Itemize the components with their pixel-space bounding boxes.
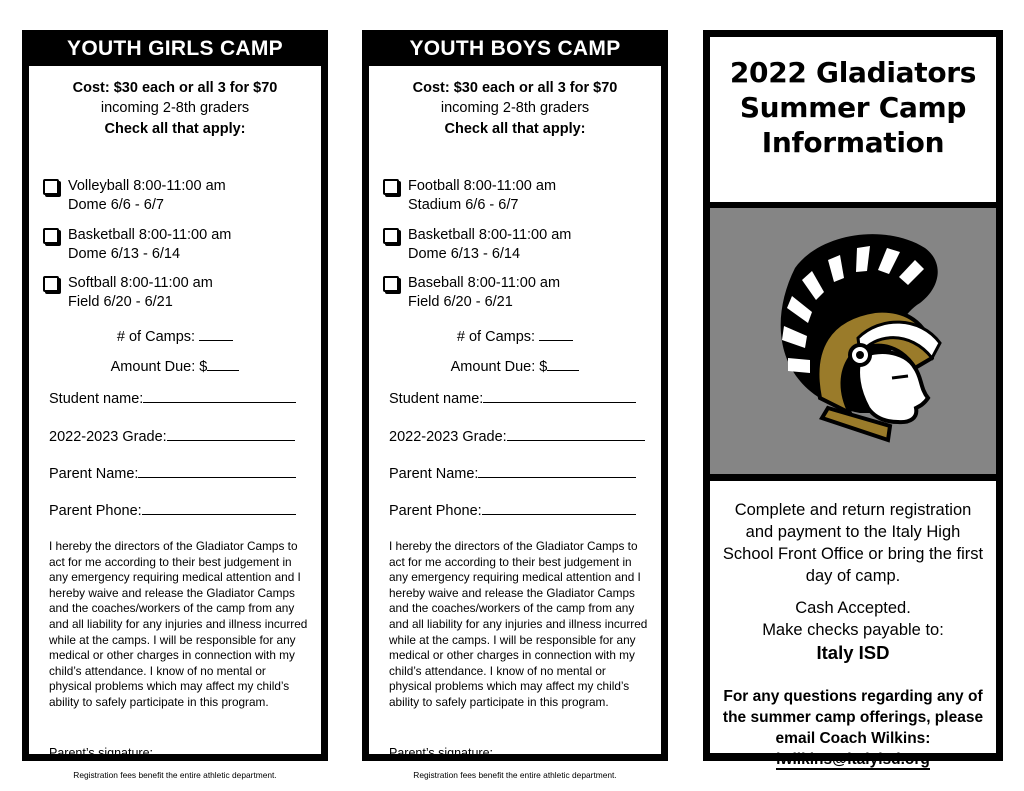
title-line: 2022 Gladiators <box>729 56 977 89</box>
student-name-field[interactable] <box>389 388 636 407</box>
amount-due-label: Amount Due: $ <box>450 359 548 375</box>
girls-form <box>29 66 321 780</box>
camp-option-basketball[interactable] <box>408 226 571 264</box>
option-line1: Baseball 8:00-11:00 am <box>408 275 561 291</box>
num-camps-label: # of Camps: <box>116 329 196 345</box>
check-text: Check all that apply: <box>444 121 586 137</box>
questions-text: For any questions regarding any of the summer camp offerings, please email Coach Wilkins: <box>722 688 984 747</box>
option-line1: Basketball 8:00-11:00 am <box>408 227 572 243</box>
cash-accepted: Cash Accepted. <box>795 599 911 617</box>
num-camps-blank[interactable] <box>539 326 573 341</box>
info-text-box <box>710 481 996 768</box>
parent-name-field[interactable] <box>49 463 296 482</box>
camp-option-basketball[interactable] <box>68 226 231 264</box>
camp-option-football[interactable] <box>408 177 556 215</box>
grade-blank[interactable] <box>507 426 645 441</box>
signature-label: Parent’s signature: <box>389 746 493 760</box>
title-line: Information <box>761 126 945 159</box>
grade-label: 2022-2023 Grade: <box>49 429 167 445</box>
info-panel <box>703 30 1003 768</box>
title-line: Summer Camp <box>739 91 967 124</box>
option-line1: Volleyball 8:00-11:00 am <box>68 178 226 194</box>
girls-camp-title: YOUTH GIRLS CAMP <box>67 37 283 60</box>
grade-blank[interactable] <box>167 426 295 441</box>
camp-option-volleyball[interactable] <box>68 177 226 215</box>
grades-text: incoming 2-8th graders <box>440 100 590 116</box>
coach-email-link[interactable]: lwilkins@italyisd.org <box>776 751 930 768</box>
camp-option-softball[interactable] <box>68 274 213 312</box>
waiver-text: I hereby the directors of the Gladiator Camps to act for me according to their best judgement in any emergency requiring medical attention and I hereby waive and release the Gladiator Camps and the coaches/workers of the camp from any and all liability for any injuries and illness incurred while at the camps. I will be responsible for any medical or other charges in connection with my child’s attendance. I know of no mental or physical problems which may affect my child’s ability to safely participate in this program. <box>49 539 308 709</box>
girls-camp-panel <box>22 30 328 780</box>
checkbox[interactable] <box>383 276 399 292</box>
cost-text: Cost: $30 each or all 3 for $70 <box>72 80 278 96</box>
option-line2: Dome 6/6 - 6/7 <box>68 197 164 213</box>
info-title-box <box>710 37 996 202</box>
cost-block <box>369 78 661 139</box>
parent-name-label: Parent Name: <box>389 466 479 482</box>
num-camps-field[interactable] <box>29 326 321 345</box>
gladiator-helmet-icon <box>710 208 996 474</box>
parent-name-blank[interactable] <box>478 463 636 478</box>
signature-field[interactable] <box>49 742 304 760</box>
checkbox[interactable] <box>43 228 59 244</box>
signature-label: Parent’s signature: <box>49 746 153 760</box>
option-line1: Softball 8:00-11:00 am <box>68 275 213 291</box>
parent-name-label: Parent Name: <box>49 466 139 482</box>
parent-phone-label: Parent Phone: <box>389 503 482 519</box>
student-name-label: Student name: <box>389 391 484 407</box>
cost-text: Cost: $30 each or all 3 for $70 <box>412 80 618 96</box>
cost-block <box>29 78 321 139</box>
parent-phone-label: Parent Phone: <box>49 503 142 519</box>
camp-option-baseball[interactable] <box>408 274 560 312</box>
option-line2: Dome 6/13 - 6/14 <box>408 246 521 262</box>
signature-field[interactable] <box>389 742 644 760</box>
checkbox[interactable] <box>43 276 59 292</box>
checks-payable: Make checks payable to: <box>762 621 944 639</box>
payment-info <box>710 597 996 641</box>
info-title <box>710 37 996 160</box>
option-line2: Dome 6/13 - 6/14 <box>68 246 181 262</box>
amount-due-label: Amount Due: $ <box>110 359 208 375</box>
parent-name-field[interactable] <box>389 463 636 482</box>
amount-due-field[interactable] <box>369 356 661 375</box>
grade-field[interactable] <box>389 426 645 445</box>
grade-label: 2022-2023 Grade: <box>389 429 507 445</box>
footer-note: Registration fees benefit the entire athletic department. <box>73 770 277 780</box>
signature-blank[interactable] <box>153 742 304 757</box>
boys-form <box>369 66 661 780</box>
grades-text: incoming 2-8th graders <box>100 100 250 116</box>
student-name-field[interactable] <box>49 388 296 407</box>
payee-name: Italy ISD <box>816 642 890 663</box>
checkbox[interactable] <box>383 228 399 244</box>
waiver-text: I hereby the directors of the Gladiator Camps to act for me according to their best judgement in any emergency requiring medical attention and I hereby waive and release the Gladiator Camps and the coaches/workers of the camp from any and all liability for any injuries and illness incurred while at the camps. I will be responsible for any medical or other charges in connection with my child’s attendance. I know of no mental or physical problems which may affect my child’s ability to safely participate in this program. <box>389 539 648 709</box>
questions-block <box>710 686 996 770</box>
option-line1: Basketball 8:00-11:00 am <box>68 227 232 243</box>
amount-due-blank[interactable] <box>207 356 239 371</box>
amount-due-blank[interactable] <box>547 356 579 371</box>
student-name-blank[interactable] <box>483 388 636 403</box>
student-name-blank[interactable] <box>143 388 296 403</box>
num-camps-blank[interactable] <box>199 326 233 341</box>
num-camps-field[interactable] <box>369 326 661 345</box>
parent-phone-blank[interactable] <box>142 500 296 515</box>
footer-note: Registration fees benefit the entire athletic department. <box>413 770 617 780</box>
option-line2: Field 6/20 - 6/21 <box>68 294 173 310</box>
boys-camp-panel <box>362 30 668 780</box>
parent-phone-blank[interactable] <box>482 500 636 515</box>
signature-blank[interactable] <box>493 742 644 757</box>
parent-name-blank[interactable] <box>138 463 296 478</box>
checkbox[interactable] <box>383 179 399 195</box>
option-line1: Football 8:00-11:00 am <box>408 178 557 194</box>
option-line2: Field 6/20 - 6/21 <box>408 294 513 310</box>
num-camps-label: # of Camps: <box>456 329 536 345</box>
return-instructions: Complete and return registration and payment to the Italy High School Front Office or bring the first day of camp. <box>722 501 984 585</box>
amount-due-field[interactable] <box>29 356 321 375</box>
boys-camp-title: YOUTH BOYS CAMP <box>409 37 621 60</box>
parent-phone-field[interactable] <box>49 500 296 519</box>
option-line2: Stadium 6/6 - 6/7 <box>408 197 519 213</box>
grade-field[interactable] <box>49 426 295 445</box>
check-text: Check all that apply: <box>104 121 246 137</box>
checkbox[interactable] <box>43 179 59 195</box>
gladiator-logo-box <box>710 208 996 474</box>
student-name-label: Student name: <box>49 391 144 407</box>
parent-phone-field[interactable] <box>389 500 636 519</box>
